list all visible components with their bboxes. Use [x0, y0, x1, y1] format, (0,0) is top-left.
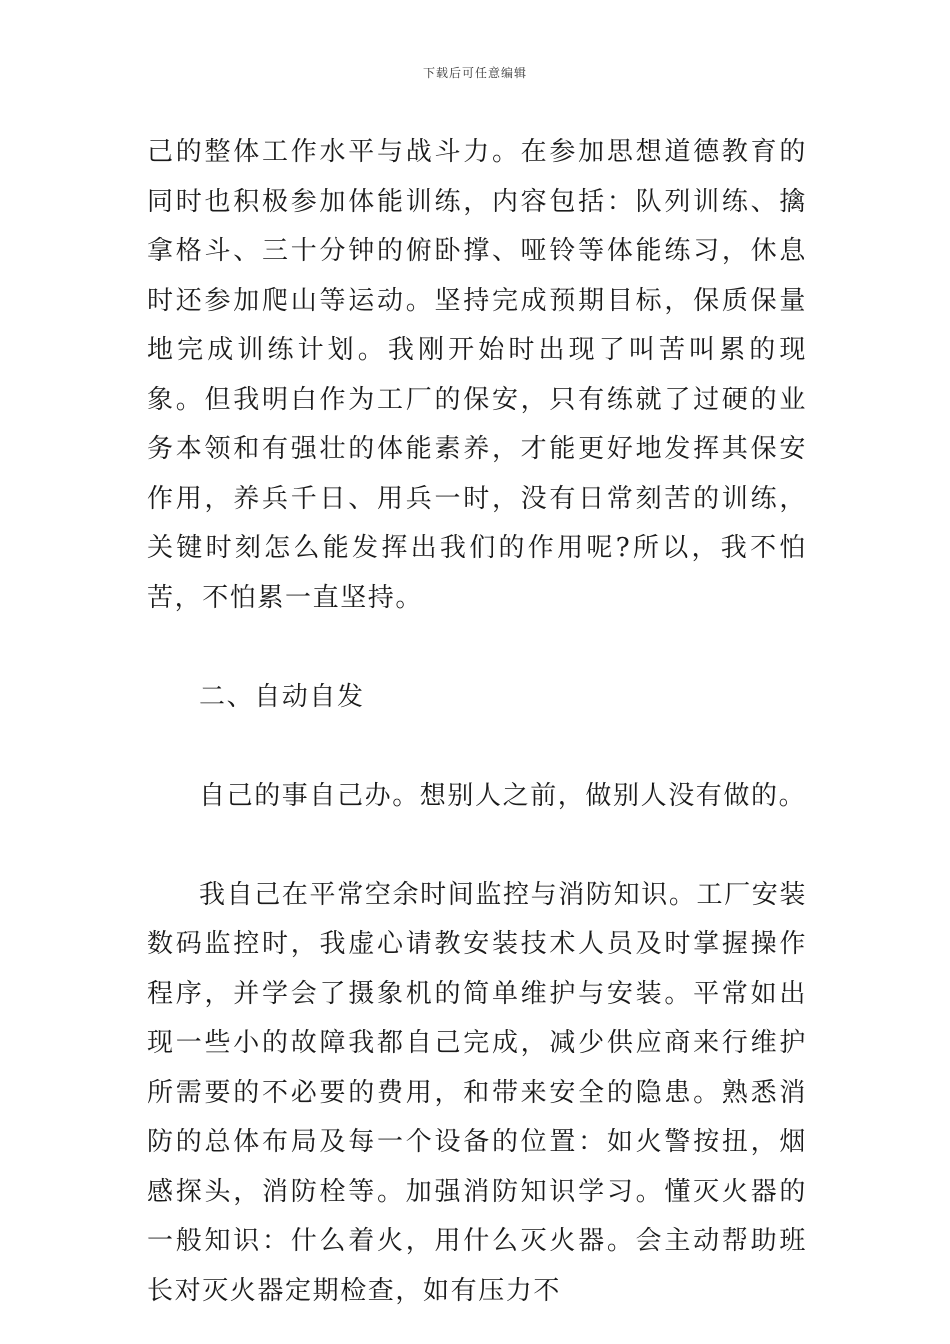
page-header-note: 下载后可任意编辑	[422, 66, 527, 80]
section-heading-self-motivation: 二、自动自发	[199, 681, 365, 712]
document-body	[147, 128, 807, 1316]
paragraph-monitoring-fire-safety: 我自己在平常空余时间监控与消防知识。工厂安装数码监控时，我虚心请教安装技术人员及时掌握操作程序，并学会了摄象机的简单维护与安装。平常如出现一些小的故障我都自己完成，减少供应商来行维护所需要的不必要的费用，和带来安全的隐患。熟悉消防的总体布局及每一个设备的位置：如火警按扭，烟感探头，消防栓等。加强消防知识学习。懂灭火器的一般知识：什么着火，用什么灭火器。会主动帮助班长对灭火器定期检查，如有压力不	[147, 879, 807, 1306]
paragraph-training: 己的整体工作水平与战斗力。在参加思想道德教育的同时也积极参加体能训练，内容包括：队列训练、擒拿格斗、三十分钟的俯卧撑、哑铃等体能练习，休息时还参加爬山等运动。坚持完成预期目标，保质保量地完成训练计划。我刚开始时出现了叫苦叫累的现象。但我明白作为工厂的保安，只有练就了过硬的业务本领和有强壮的体能素养，才能更好地发挥其保安作用，养兵千日、用兵一时，没有日常刻苦的训练，关键时刻怎么能发挥出我们的作用呢?所以，我不怕苦，不怕累一直坚持。	[147, 137, 807, 613]
paragraph-self-reliance: 自己的事自己办。想别人之前，做别人没有做的。	[199, 780, 807, 811]
